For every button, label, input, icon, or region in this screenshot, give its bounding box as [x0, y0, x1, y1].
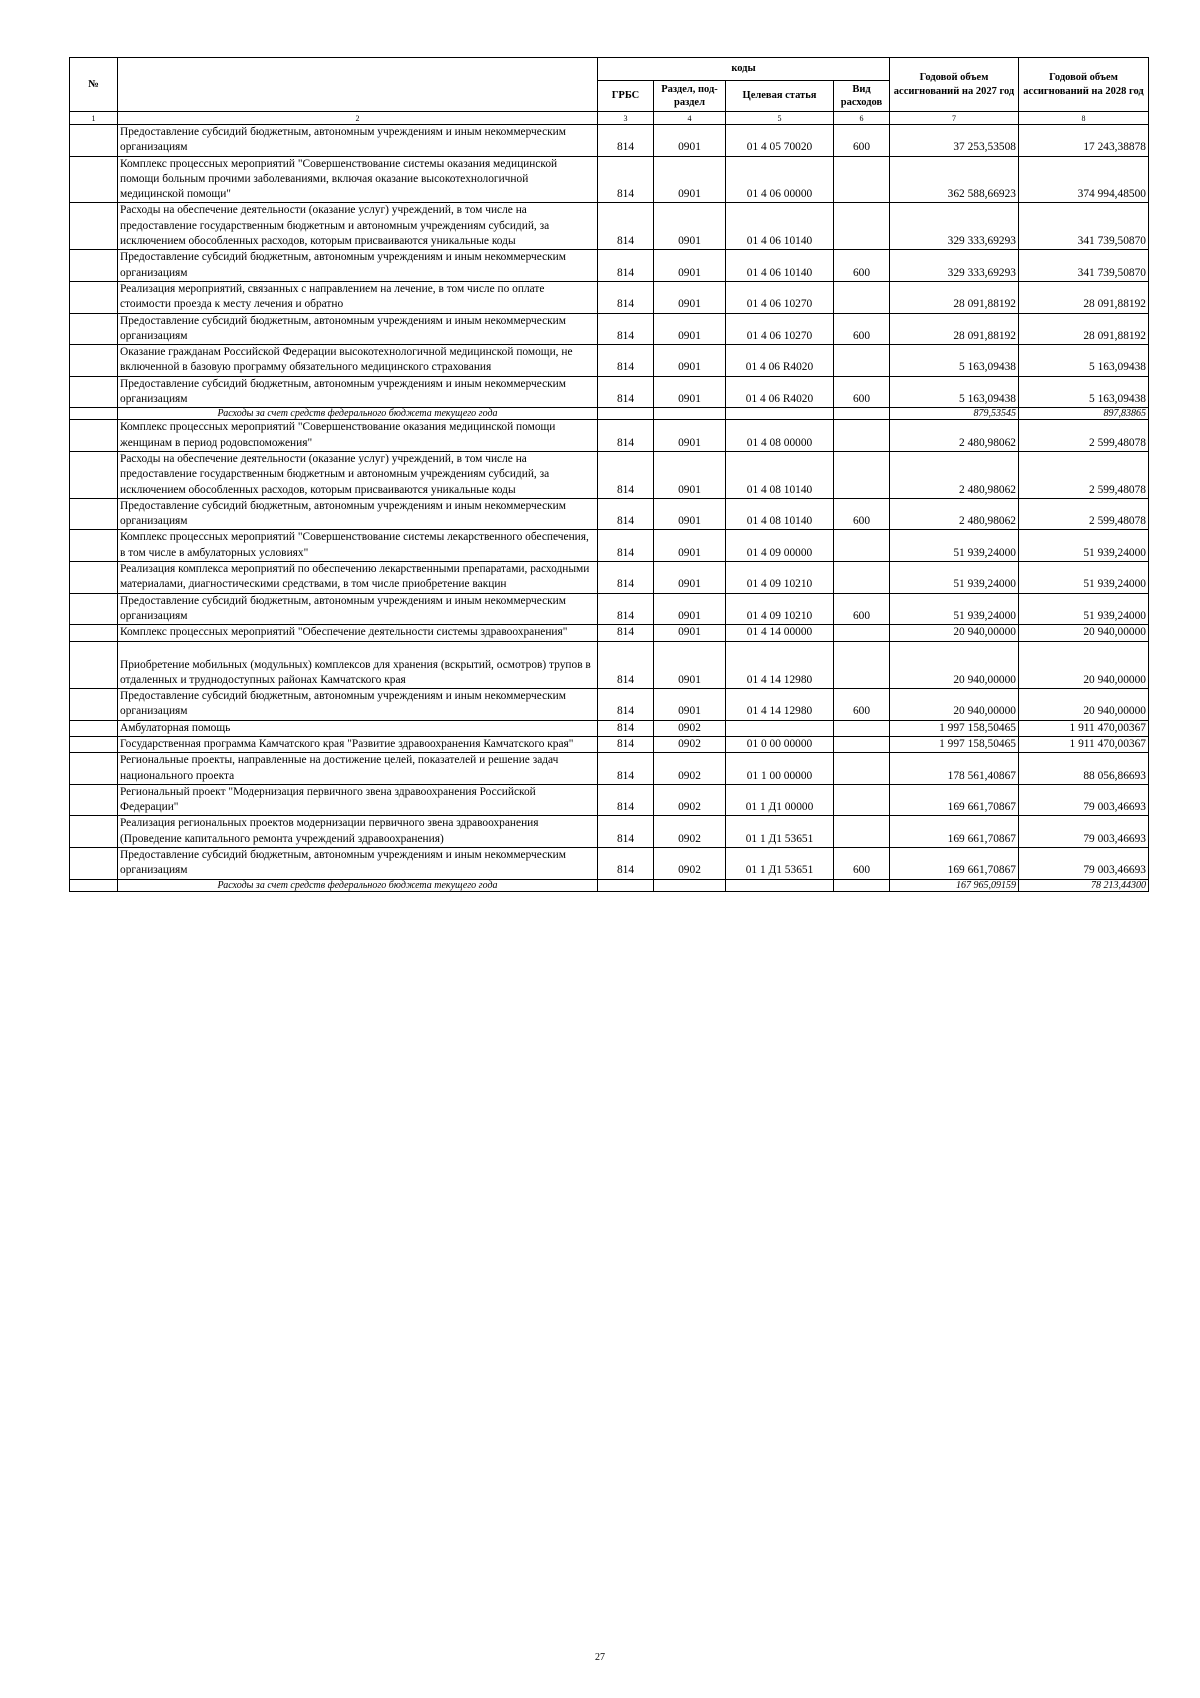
row-grbs-cell: 814: [598, 498, 654, 530]
row-expense-type-cell: 600: [834, 848, 890, 880]
row-amount-2027-cell: 20 940,00000: [890, 625, 1019, 641]
header-number: №: [70, 58, 118, 112]
row-grbs-cell: 814: [598, 125, 654, 157]
table-row-federal-budget: [70, 408, 1149, 420]
row-amount-2027-cell: 169 661,70867: [890, 848, 1019, 880]
table-row: [70, 736, 1149, 752]
row-amount-2028-cell: 79 003,46693: [1019, 848, 1149, 880]
row-amount-2027-cell: 329 333,69293: [890, 250, 1019, 282]
row-name-cell: Амбулаторная помощь: [118, 720, 598, 736]
row-name-cell: Расходы на обеспечение деятельности (оказание услуг) учреждений, в том числе на предоставление государственным бюджетным и автономным учреждениям субсидий, за исключением обособленных расходов, которым присваиваются уникальные коды: [118, 203, 598, 250]
row-amount-2028-cell: 341 739,50870: [1019, 250, 1149, 282]
row-amount-2027-cell: 1 997 158,50465: [890, 720, 1019, 736]
row-amount-2028-cell: 28 091,88192: [1019, 281, 1149, 313]
header-2027: Годовой объем ассигнований на 2027 год: [890, 58, 1019, 112]
row-amount-2027-cell: 51 939,24000: [890, 593, 1019, 625]
row-name-cell: Комплекс процессных мероприятий "Совершенствование системы лекарственного обеспечения, в том числе в амбулаторных условиях": [118, 530, 598, 562]
row-expense-type-cell: [834, 530, 890, 562]
row-amount-2027-cell: 5 163,09438: [890, 345, 1019, 377]
row-target-article-cell: 01 4 06 00000: [726, 156, 834, 203]
row-grbs-cell: 814: [598, 593, 654, 625]
row-amount-2028-cell: 79 003,46693: [1019, 816, 1149, 848]
row-number-cell: [70, 689, 118, 721]
column-number: 3: [598, 112, 654, 125]
row-target-article-cell: 01 1 Д1 53651: [726, 848, 834, 880]
table-row: [70, 250, 1149, 282]
row-target-article-cell: 01 0 00 00000: [726, 736, 834, 752]
row-grbs-cell: 814: [598, 345, 654, 377]
row-name-cell: Предоставление субсидий бюджетным, автономным учреждениям и иным некоммерческим организациям: [118, 125, 598, 157]
row-expense-type-cell: [834, 156, 890, 203]
table-row: [70, 376, 1149, 408]
table-body: [70, 125, 1149, 892]
row-target-article-cell: 01 4 06 10270: [726, 281, 834, 313]
row-grbs-cell: 814: [598, 313, 654, 345]
row-amount-2028-cell: 51 939,24000: [1019, 530, 1149, 562]
row-amount-2028-cell: 28 091,88192: [1019, 313, 1149, 345]
row-grbs-cell: 814: [598, 530, 654, 562]
row-razdel-cell: 0901: [654, 156, 726, 203]
row-amount-2028-cell: 51 939,24000: [1019, 562, 1149, 594]
row-name-cell: Расходы на обеспечение деятельности (оказание услуг) учреждений, в том числе на предоставление государственным бюджетным и автономным учреждениям субсидий, за исключением обособленных расходов, которым присваиваются уникальные коды: [118, 451, 598, 498]
row-target-article-cell: [726, 879, 834, 891]
row-amount-2027-cell: 5 163,09438: [890, 376, 1019, 408]
table-row: [70, 816, 1149, 848]
row-razdel-cell: 0902: [654, 816, 726, 848]
table-header: [70, 58, 1149, 125]
row-amount-2027-cell: 169 661,70867: [890, 784, 1019, 816]
header-expense-type: Вид расходов: [834, 81, 890, 112]
column-number: 5: [726, 112, 834, 125]
row-number-cell: [70, 313, 118, 345]
table-row: [70, 498, 1149, 530]
row-expense-type-cell: 600: [834, 498, 890, 530]
row-target-article-cell: 01 1 Д1 53651: [726, 816, 834, 848]
row-name-cell: Региональные проекты, направленные на достижение целей, показателей и решение задач национального проекта: [118, 753, 598, 785]
row-grbs-cell: 814: [598, 203, 654, 250]
table-row: [70, 848, 1149, 880]
page-number: 27: [595, 1652, 605, 1663]
row-amount-2027-cell: 178 561,40867: [890, 753, 1019, 785]
table-row: [70, 530, 1149, 562]
row-grbs-cell: 814: [598, 451, 654, 498]
row-expense-type-cell: 600: [834, 376, 890, 408]
row-expense-type-cell: [834, 753, 890, 785]
row-razdel-cell: 0901: [654, 376, 726, 408]
row-number-cell: [70, 250, 118, 282]
row-expense-type-cell: 600: [834, 593, 890, 625]
table-row: [70, 625, 1149, 641]
table-row: [70, 720, 1149, 736]
table-row: [70, 125, 1149, 157]
row-grbs-cell: 814: [598, 816, 654, 848]
row-target-article-cell: 01 4 14 12980: [726, 641, 834, 689]
row-name-cell: Предоставление субсидий бюджетным, автономным учреждениям и иным некоммерческим организациям: [118, 848, 598, 880]
row-razdel-cell: 0901: [654, 281, 726, 313]
row-expense-type-cell: [834, 784, 890, 816]
row-number-cell: [70, 641, 118, 689]
row-grbs-cell: 814: [598, 625, 654, 641]
row-amount-2028-cell: 897,83865: [1019, 408, 1149, 420]
row-amount-2027-cell: 1 997 158,50465: [890, 736, 1019, 752]
row-target-article-cell: 01 1 Д1 00000: [726, 784, 834, 816]
table-row: [70, 281, 1149, 313]
table-row: [70, 641, 1149, 689]
row-target-article-cell: 01 4 09 00000: [726, 530, 834, 562]
row-razdel-cell: 0901: [654, 345, 726, 377]
row-amount-2028-cell: 5 163,09438: [1019, 345, 1149, 377]
row-name-cell: Региональный проект "Модернизация первичного звена здравоохранения Российской Федерации": [118, 784, 598, 816]
row-amount-2027-cell: 362 588,66923: [890, 156, 1019, 203]
row-amount-2028-cell: 1 911 470,00367: [1019, 736, 1149, 752]
row-number-cell: [70, 156, 118, 203]
row-target-article-cell: 01 4 08 10140: [726, 498, 834, 530]
row-number-cell: [70, 281, 118, 313]
row-target-article-cell: 01 4 05 70020: [726, 125, 834, 157]
row-number-cell: [70, 784, 118, 816]
row-amount-2027-cell: 879,53545: [890, 408, 1019, 420]
table-row-federal-budget: [70, 879, 1149, 891]
row-name-cell: Реализация региональных проектов модернизации первичного звена здравоохранения (Проведение капитального ремонта учреждений здравоохранения): [118, 816, 598, 848]
row-grbs-cell: 814: [598, 689, 654, 721]
row-amount-2027-cell: 37 253,53508: [890, 125, 1019, 157]
row-expense-type-cell: [834, 345, 890, 377]
row-grbs-cell: 814: [598, 848, 654, 880]
row-name-cell: Государственная программа Камчатского края "Развитие здравоохранения Камчатского края": [118, 736, 598, 752]
row-number-cell: [70, 593, 118, 625]
row-expense-type-cell: 600: [834, 125, 890, 157]
column-number: 2: [118, 112, 598, 125]
row-grbs-cell: 814: [598, 562, 654, 594]
row-amount-2027-cell: 51 939,24000: [890, 562, 1019, 594]
row-amount-2027-cell: 20 940,00000: [890, 641, 1019, 689]
row-grbs-cell: 814: [598, 156, 654, 203]
row-name-cell: Предоставление субсидий бюджетным, автономным учреждениям и иным некоммерческим организациям: [118, 313, 598, 345]
row-number-cell: [70, 125, 118, 157]
row-expense-type-cell: [834, 562, 890, 594]
column-number: 7: [890, 112, 1019, 125]
row-name-cell: Предоставление субсидий бюджетным, автономным учреждениям и иным некоммерческим организациям: [118, 593, 598, 625]
row-name-cell: Реализация комплекса мероприятий по обеспечению лекарственными препаратами, расходными материалами, диагностическими средствами, в том числе приобретение вакцин: [118, 562, 598, 594]
row-target-article-cell: 01 4 06 R4020: [726, 345, 834, 377]
header-razdel: Раздел, под-раздел: [654, 81, 726, 112]
row-razdel-cell: 0901: [654, 689, 726, 721]
row-amount-2027-cell: 329 333,69293: [890, 203, 1019, 250]
row-razdel-cell: 0901: [654, 203, 726, 250]
row-amount-2028-cell: 78 213,44300: [1019, 879, 1149, 891]
row-amount-2028-cell: 88 056,86693: [1019, 753, 1149, 785]
row-target-article-cell: 01 4 09 10210: [726, 562, 834, 594]
row-expense-type-cell: [834, 816, 890, 848]
row-name-cell: Комплекс процессных мероприятий "Совершенствование оказания медицинской помощи женщинам в период родовспоможения": [118, 420, 598, 452]
row-number-cell: [70, 498, 118, 530]
column-number: 8: [1019, 112, 1149, 125]
row-number-cell: [70, 720, 118, 736]
table-row: [70, 593, 1149, 625]
row-number-cell: [70, 816, 118, 848]
row-target-article-cell: 01 4 14 00000: [726, 625, 834, 641]
row-amount-2028-cell: 20 940,00000: [1019, 641, 1149, 689]
row-razdel-cell: 0901: [654, 125, 726, 157]
row-name-cell: Расходы за счет средств федерального бюджета текущего года: [118, 879, 598, 891]
row-razdel-cell: 0901: [654, 562, 726, 594]
row-target-article-cell: 01 4 06 10140: [726, 203, 834, 250]
row-target-article-cell: 01 4 14 12980: [726, 689, 834, 721]
table-row: [70, 784, 1149, 816]
row-amount-2027-cell: 51 939,24000: [890, 530, 1019, 562]
table-row: [70, 753, 1149, 785]
row-razdel-cell: 0902: [654, 736, 726, 752]
header-grbs: ГРБС: [598, 81, 654, 112]
row-name-cell: Предоставление субсидий бюджетным, автономным учреждениям и иным некоммерческим организациям: [118, 250, 598, 282]
row-number-cell: [70, 753, 118, 785]
row-amount-2027-cell: 20 940,00000: [890, 689, 1019, 721]
row-razdel-cell: [654, 879, 726, 891]
row-expense-type-cell: [834, 879, 890, 891]
table-row: [70, 203, 1149, 250]
row-expense-type-cell: [834, 720, 890, 736]
row-amount-2027-cell: 2 480,98062: [890, 498, 1019, 530]
row-target-article-cell: 01 1 00 00000: [726, 753, 834, 785]
row-amount-2028-cell: 20 940,00000: [1019, 625, 1149, 641]
row-razdel-cell: 0901: [654, 530, 726, 562]
row-razdel-cell: 0901: [654, 641, 726, 689]
row-razdel-cell: 0901: [654, 420, 726, 452]
row-razdel-cell: 0902: [654, 720, 726, 736]
row-target-article-cell: 01 4 06 10140: [726, 250, 834, 282]
row-amount-2028-cell: 79 003,46693: [1019, 784, 1149, 816]
row-expense-type-cell: [834, 736, 890, 752]
row-number-cell: [70, 625, 118, 641]
row-expense-type-cell: [834, 281, 890, 313]
row-amount-2028-cell: 374 994,48500: [1019, 156, 1149, 203]
row-number-cell: [70, 408, 118, 420]
table-row: [70, 420, 1149, 452]
row-razdel-cell: 0902: [654, 753, 726, 785]
row-grbs-cell: 814: [598, 753, 654, 785]
table-row: [70, 156, 1149, 203]
row-name-cell: Приобретение мобильных (модульных) комплексов для хранения (вскрытий, осмотров) трупов в отдаленных и труднодоступных районах Камчатского края: [118, 641, 598, 689]
row-razdel-cell: 0902: [654, 784, 726, 816]
row-razdel-cell: 0901: [654, 625, 726, 641]
row-number-cell: [70, 879, 118, 891]
column-number: 6: [834, 112, 890, 125]
header-target-article: Целевая статья: [726, 81, 834, 112]
row-amount-2027-cell: 169 661,70867: [890, 816, 1019, 848]
header-name: [118, 58, 598, 112]
row-grbs-cell: [598, 879, 654, 891]
row-name-cell: Оказание гражданам Российской Федерации высокотехнологичной медицинской помощи, не включенной в базовую программу обязательного медицинского страхования: [118, 345, 598, 377]
table-row: [70, 345, 1149, 377]
row-expense-type-cell: 600: [834, 313, 890, 345]
row-expense-type-cell: [834, 451, 890, 498]
row-amount-2028-cell: 2 599,48078: [1019, 498, 1149, 530]
appropriations-table: [69, 57, 1149, 892]
row-razdel-cell: 0901: [654, 593, 726, 625]
row-target-article-cell: 01 4 06 R4020: [726, 376, 834, 408]
column-number: 1: [70, 112, 118, 125]
row-number-cell: [70, 376, 118, 408]
row-amount-2027-cell: 167 965,09159: [890, 879, 1019, 891]
row-amount-2028-cell: 51 939,24000: [1019, 593, 1149, 625]
header-2028: Годовой объем ассигнований на 2028 год: [1019, 58, 1149, 112]
row-amount-2027-cell: 28 091,88192: [890, 281, 1019, 313]
table-row: [70, 562, 1149, 594]
column-number: 4: [654, 112, 726, 125]
row-amount-2028-cell: 1 911 470,00367: [1019, 720, 1149, 736]
row-name-cell: Комплекс процессных мероприятий "Совершенствование системы оказания медицинской помощи больным прочими заболеваниями, включая оказание высокотехнологичной медицинской помощи": [118, 156, 598, 203]
row-amount-2027-cell: 28 091,88192: [890, 313, 1019, 345]
row-number-cell: [70, 420, 118, 452]
row-target-article-cell: [726, 720, 834, 736]
row-grbs-cell: [598, 408, 654, 420]
row-razdel-cell: 0901: [654, 498, 726, 530]
row-expense-type-cell: [834, 420, 890, 452]
row-expense-type-cell: 600: [834, 250, 890, 282]
row-grbs-cell: 814: [598, 736, 654, 752]
row-number-cell: [70, 562, 118, 594]
row-grbs-cell: 814: [598, 250, 654, 282]
table-row: [70, 689, 1149, 721]
row-name-cell: Реализация мероприятий, связанных с направлением на лечение, в том числе по оплате стоимости проезда к месту лечения и обратно: [118, 281, 598, 313]
row-amount-2027-cell: 2 480,98062: [890, 420, 1019, 452]
row-amount-2028-cell: 20 940,00000: [1019, 689, 1149, 721]
row-expense-type-cell: 600: [834, 689, 890, 721]
row-expense-type-cell: [834, 625, 890, 641]
row-name-cell: Предоставление субсидий бюджетным, автономным учреждениям и иным некоммерческим организациям: [118, 376, 598, 408]
row-name-cell: Комплекс процессных мероприятий "Обеспечение деятельности системы здравоохранения": [118, 625, 598, 641]
row-number-cell: [70, 203, 118, 250]
row-grbs-cell: 814: [598, 641, 654, 689]
row-razdel-cell: 0901: [654, 313, 726, 345]
row-amount-2028-cell: 17 243,38878: [1019, 125, 1149, 157]
row-number-cell: [70, 736, 118, 752]
row-grbs-cell: 814: [598, 784, 654, 816]
row-grbs-cell: 814: [598, 281, 654, 313]
table-row: [70, 313, 1149, 345]
header-codes: коды: [598, 58, 890, 81]
row-name-cell: Предоставление субсидий бюджетным, автономным учреждениям и иным некоммерческим организациям: [118, 498, 598, 530]
row-expense-type-cell: [834, 641, 890, 689]
row-amount-2028-cell: 2 599,48078: [1019, 420, 1149, 452]
row-name-cell: Расходы за счет средств федерального бюджета текущего года: [118, 408, 598, 420]
row-number-cell: [70, 848, 118, 880]
row-target-article-cell: 01 4 08 10140: [726, 451, 834, 498]
row-grbs-cell: 814: [598, 720, 654, 736]
row-expense-type-cell: [834, 203, 890, 250]
row-amount-2027-cell: 2 480,98062: [890, 451, 1019, 498]
table-row: [70, 451, 1149, 498]
row-number-cell: [70, 345, 118, 377]
row-razdel-cell: 0902: [654, 848, 726, 880]
row-razdel-cell: [654, 408, 726, 420]
row-name-cell: Предоставление субсидий бюджетным, автономным учреждениям и иным некоммерческим организациям: [118, 689, 598, 721]
row-number-cell: [70, 451, 118, 498]
row-razdel-cell: 0901: [654, 250, 726, 282]
row-target-article-cell: 01 4 08 00000: [726, 420, 834, 452]
row-target-article-cell: 01 4 06 10270: [726, 313, 834, 345]
row-amount-2028-cell: 5 163,09438: [1019, 376, 1149, 408]
row-razdel-cell: 0901: [654, 451, 726, 498]
row-grbs-cell: 814: [598, 376, 654, 408]
row-target-article-cell: 01 4 09 10210: [726, 593, 834, 625]
appropriations-table-container: [69, 57, 1148, 892]
row-target-article-cell: [726, 408, 834, 420]
row-amount-2028-cell: 2 599,48078: [1019, 451, 1149, 498]
row-number-cell: [70, 530, 118, 562]
row-grbs-cell: 814: [598, 420, 654, 452]
row-amount-2028-cell: 341 739,50870: [1019, 203, 1149, 250]
row-expense-type-cell: [834, 408, 890, 420]
